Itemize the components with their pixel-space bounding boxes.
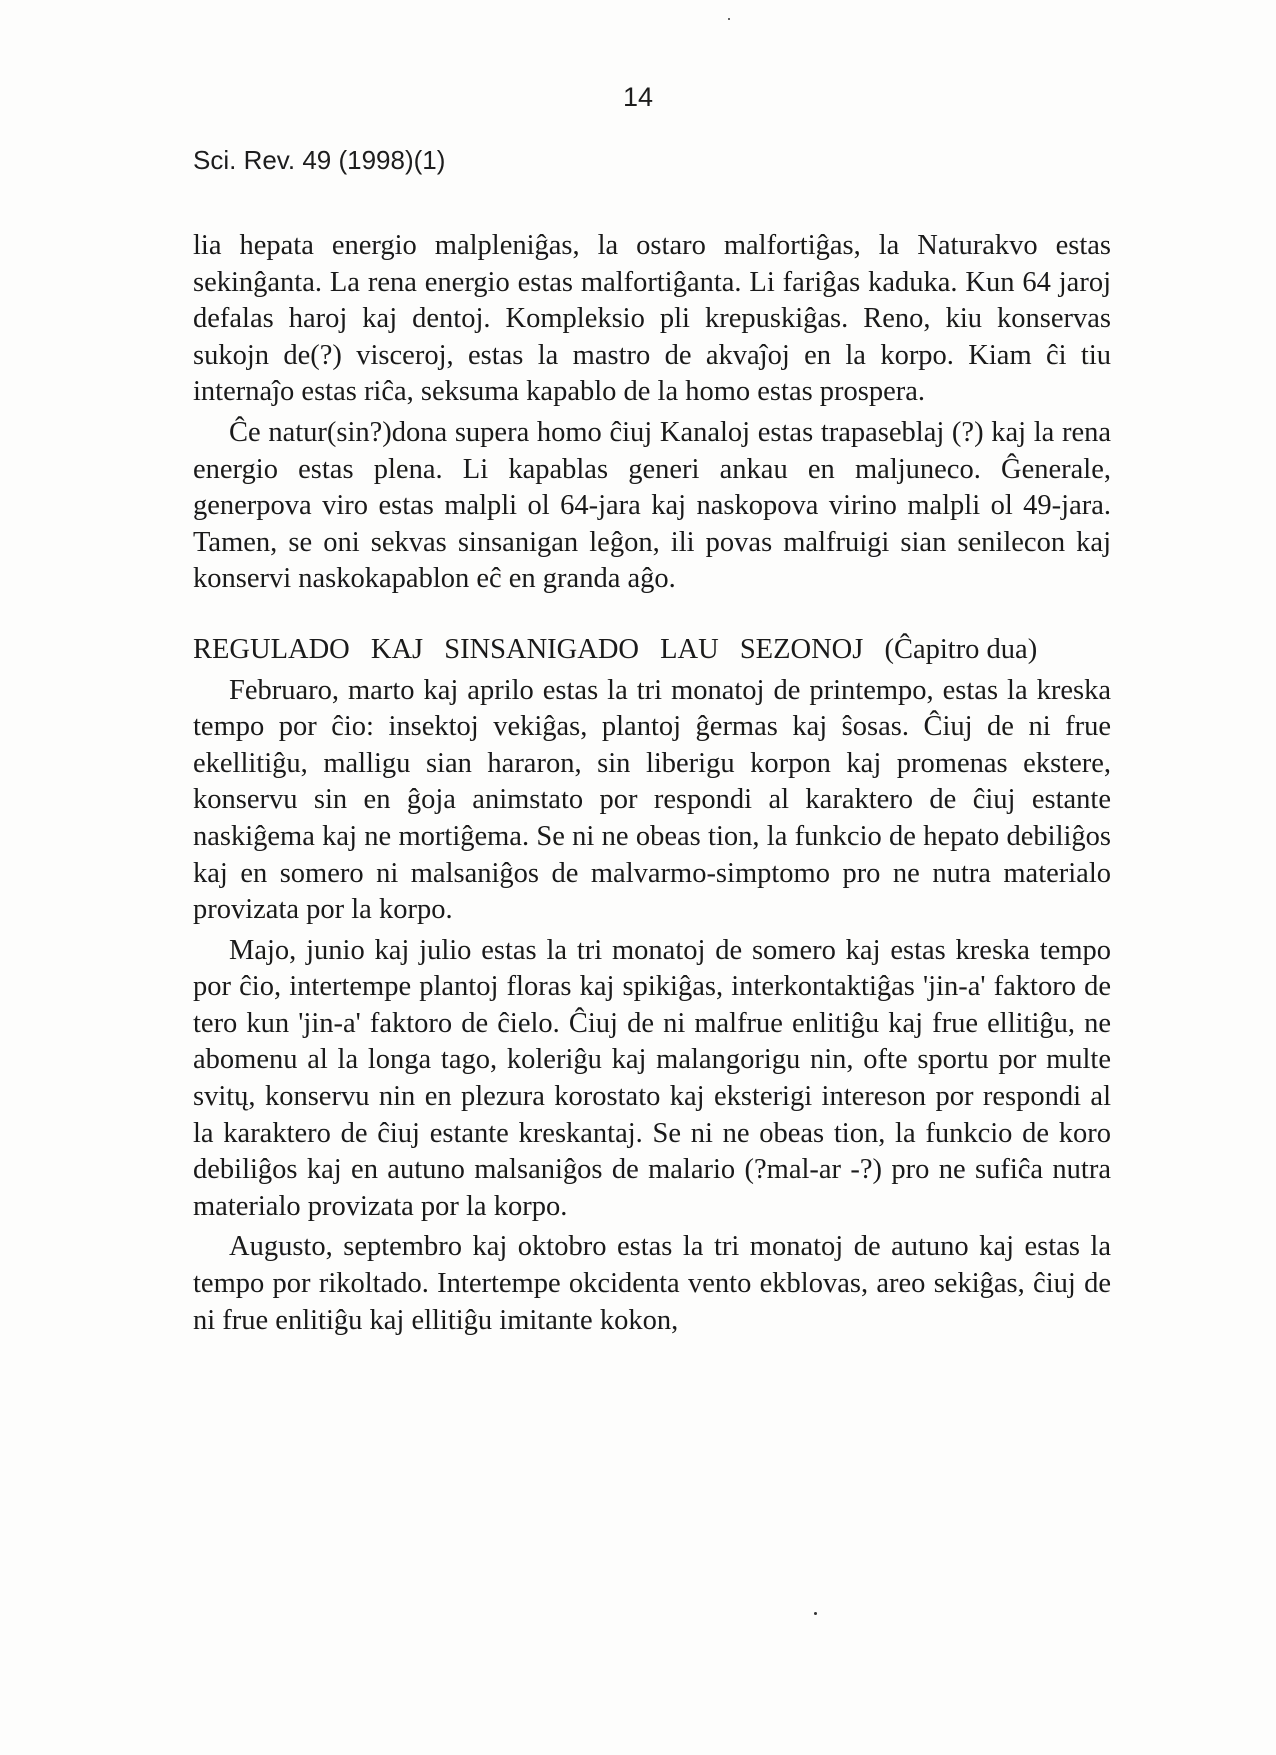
paragraph: Majo, junio kaj julio estas la tri monatoj de somero kaj estas kreska tempo por ĉio, intertempe plantoj floras kaj spikiĝas, interkontaktiĝas 'jin-a' faktoro de tero kun 'jin-a' faktoro de ĉielo. Ĉiuj de ni malfrue enlitiĝu kaj frue ellitiĝu, ne abomenu al la longa tago, koleriĝu kaj malangorigu nin, ofte sportu por multe svitų, konservu nin en plezura korostato kaj eksterigi intereson por respondi al la karaktero de ĉiuj estante kreskantaj. Se ni ne obeas tion, la funkcio de koro debiliĝos kaj en autuno malsaniĝos de malario (?mal-ar -?) pro ne sufiĉa nutra materialo provizata por la korpo.	[193, 934, 1111, 1222]
body-text	[193, 228, 1111, 1339]
scan-speck	[814, 1612, 817, 1615]
paragraph: Ĉe natur(sin?)dona supera homo ĉiuj Kanaloj estas trapaseblaj (?) kaj la rena energio estas plena. Li kapablas generi ankau en maljuneco. Ĝenerale, generpova viro estas malpli ol 64-jara kaj naskopova virino malpli ol 49-jara. Tamen, se oni sekvas sinsanigan leĝon, ili povas malfruigi sian senilecon kaj konservi naskokapablon eĉ en granda aĝo.	[193, 416, 1111, 595]
section-heading-title: REGULADO KAJ SINSANIGADO LAU SEZONOJ	[193, 633, 864, 665]
page-number: 14	[622, 82, 654, 112]
scan-speck	[728, 18, 730, 20]
running-head: Sci. Rev. 49 (1998)(1)	[193, 145, 446, 175]
paragraph-continuation: lia hepata energio malpleniĝas, la ostaro malfortiĝas, la Naturakvo estas sekinĝanta. La rena energio estas malfortiĝanta. Li fariĝas kaduka. Kun 64 jaroj defalas haroj kaj dentoj. Kompleksio pli krepuskiĝas. Reno, kiu konservas sukojn de(?) visceroj, estas la mastro de akvaĵoj en la korpo. Kiam ĉi tiu internaĵo estas riĉa, seksuma kapablo de la homo estas prospera.	[193, 230, 1111, 408]
paragraph: Augusto, septembro kaj oktobro estas la tri monatoj de autuno kaj estas la tempo por rikoltado. Intertempe okcidenta vento ekblovas, areo sekiĝas, ĉiuj de ni frue enlitiĝu kaj ellitiĝu imitante kokon,	[193, 1231, 1111, 1336]
section-heading	[193, 632, 1111, 669]
paragraph: Februaro, marto kaj aprilo estas la tri monatoj de printempo, estas la kreska tempo por ĉio: insektoj vekiĝas, plantoj ĝermas kaj ŝosas. Ĉiuj de ni frue ekellitiĝu, malligu sian hararon, sin liberigu korpon kaj promenas ekstere, konservu sin en ĝoja animstato por respondi al karaktero de ĉiuj estante naskiĝema kaj ne mortiĝema. Se ni ne obeas tion, la funkcio de hepato debiliĝos kaj en somero ni malsaniĝos de malvarmo-simptomo pro ne nutra materialo provizata por la korpo.	[193, 674, 1111, 926]
section-heading-chapter: (Ĉapitro dua)	[884, 633, 1038, 665]
